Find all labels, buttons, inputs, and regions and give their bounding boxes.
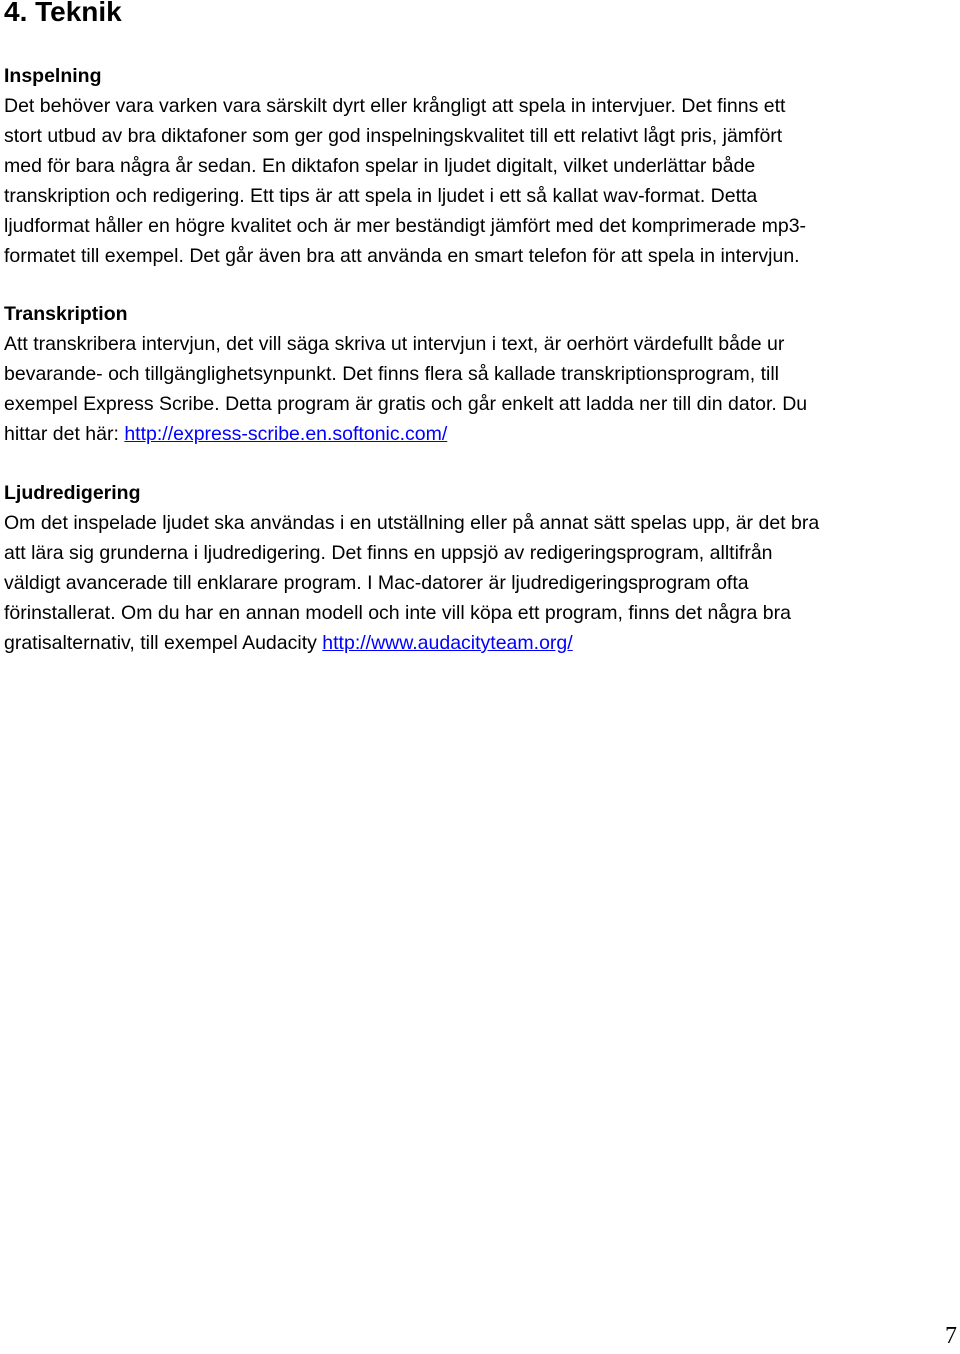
body-line: bevarande- och tillgänglighetsynpunkt. Det finns flera så kallade transkriptionsprogram, till xyxy=(4,363,779,385)
body-line: Det behöver vara varken vara särskilt dyrt eller krångligt att spela in intervjuer. Det finns ett xyxy=(4,95,786,117)
page-title: 4. Teknik xyxy=(4,0,122,27)
section-body-inspelning xyxy=(4,91,956,271)
body-line: Om det inspelade ljudet ska användas i en utställning eller på annat sätt spelas upp, är det bra xyxy=(4,512,820,534)
body-line: formatet till exempel. Det går även bra att använda en smart telefon för att spela in intervjun. xyxy=(4,245,800,267)
express-scribe-link[interactable]: http://express-scribe.en.softonic.com/ xyxy=(124,423,448,445)
link-prefix: gratisalternativ, till exempel Audacity xyxy=(4,632,323,654)
section-body-ljudredigering xyxy=(4,508,956,658)
section-inspelning xyxy=(4,61,956,271)
body-line: att lära sig grunderna i ljudredigering. Det finns en uppsjö av redigeringsprogram, alltifrån xyxy=(4,542,773,564)
page-number: 7 xyxy=(945,1323,957,1349)
section-ljudredigering xyxy=(4,478,956,658)
body-line: med för bara några år sedan. En diktafon spelar in ljudet digitalt, vilket underlättar både xyxy=(4,155,756,177)
audacity-link[interactable]: http://www.audacityteam.org/ xyxy=(322,632,573,654)
body-line: transkription och redigering. Ett tips är att spela in ljudet i ett så kallat wav-format. Detta xyxy=(4,185,758,207)
section-body-transkription xyxy=(4,329,956,449)
body-line: ljudformat håller en högre kvalitet och är mer beständigt jämfört med det komprimerade mp3- xyxy=(4,215,807,237)
body-line-with-link xyxy=(4,419,956,449)
body-line: stort utbud av bra diktafoner som ger god inspelningskvalitet till ett relativt lågt pris, jämfört xyxy=(4,125,783,147)
body-line-with-link xyxy=(4,628,956,658)
section-transkription xyxy=(4,299,956,449)
body-line: Att transkribera intervjun, det vill säga skriva ut intervjun i text, är oerhört värdefullt både ur xyxy=(4,333,785,355)
body-line: exempel Express Scribe. Detta program är gratis och går enkelt att ladda ner till din dator. Du xyxy=(4,393,808,415)
link-prefix: hittar det här: xyxy=(4,423,125,445)
body-line: väldigt avancerade till enklarare program. I Mac-datorer är ljudredigeringsprogram ofta xyxy=(4,572,749,594)
section-heading-transkription: Transkription xyxy=(4,303,128,325)
section-heading-ljudredigering: Ljudredigering xyxy=(4,482,141,504)
section-heading-inspelning: Inspelning xyxy=(4,65,102,87)
body-line: förinstallerat. Om du har en annan modell och inte vill köpa ett program, finns det några bra xyxy=(4,602,791,624)
